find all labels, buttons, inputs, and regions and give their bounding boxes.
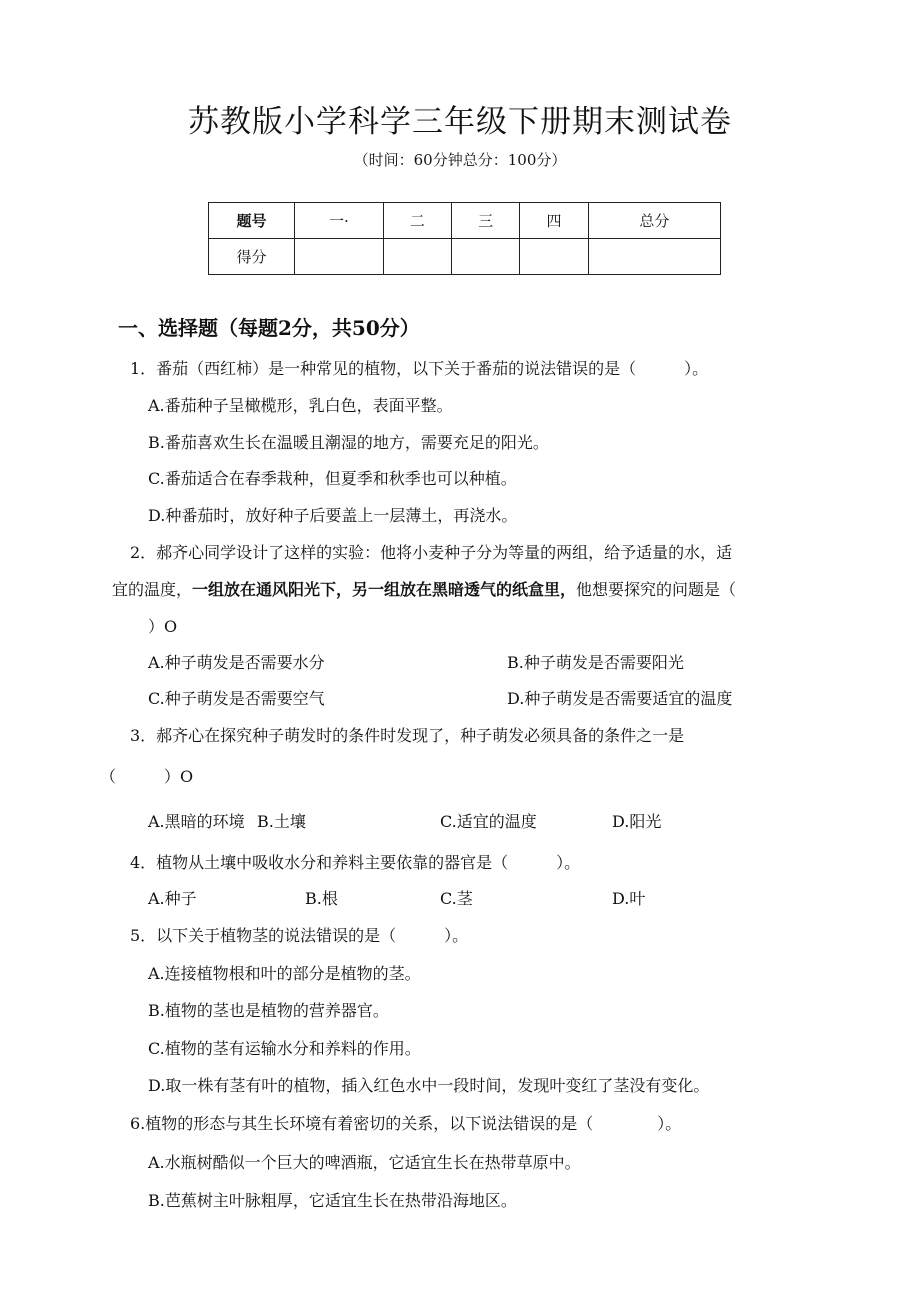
question-1-option-c: C.番茄适合在春季栽种，但夏季和秋季也可以种植。 — [148, 469, 517, 488]
question-2-option-b: B.种子萌发是否需要阳光 — [507, 653, 684, 672]
question-6-option-b: B.芭蕉树主叶脉粗厚，它适宜生长在热带沿海地区。 — [148, 1191, 517, 1210]
question-3-option-c: C.适宜的温度 — [440, 812, 537, 831]
question-1-option-a: A.番茄种子呈橄榄形，乳白色，表面平整。 — [148, 396, 453, 415]
page-title: 苏教版小学科学三年级下册期末测试卷 — [188, 104, 732, 140]
header-cell: 总分 — [588, 203, 720, 239]
question-3-option-d: D.阳光 — [612, 812, 662, 831]
stem-text: 他想要探究的问题是（ — [576, 580, 737, 599]
header-cell: 四 — [520, 203, 588, 239]
question-5-option-d: D.取一株有茎有叶的植物，插入红色水中一段时间，发现叶变红了茎没有变化。 — [148, 1076, 710, 1095]
section-heading: 一、选择题（每题2分，共50分） — [118, 316, 420, 340]
question-5-stem: 5．以下关于植物茎的说法错误的是（ ）。 — [130, 926, 469, 945]
row-label-cell: 得分 — [209, 239, 295, 275]
header-cell: 题号 — [209, 203, 295, 239]
question-3-option-b: B.土壤 — [257, 812, 306, 831]
header-cell: 一· — [295, 203, 384, 239]
question-5-option-a: A.连接植物根和叶的部分是植物的茎。 — [148, 964, 421, 983]
question-4-option-a: A.种子 — [148, 889, 197, 908]
stem-text: 宜的温度， — [112, 580, 193, 599]
score-cell[interactable] — [588, 239, 720, 275]
question-4-option-c: C.茎 — [440, 889, 473, 908]
header-cell: 三 — [451, 203, 519, 239]
question-4-option-d: D.叶 — [612, 889, 646, 908]
question-2-stem-line1: 2．郝齐心同学设计了这样的实验：他将小麦种子分为等量的两组，给予适量的水，适 — [130, 543, 733, 562]
score-table — [208, 202, 721, 275]
question-5-option-c: C.植物的茎有运输水分和养料的作用。 — [148, 1039, 421, 1058]
score-cell[interactable] — [295, 239, 384, 275]
score-table-score-row — [209, 239, 721, 275]
score-cell[interactable] — [383, 239, 451, 275]
question-1-option-b: B.番茄喜欢生长在温暖且潮湿的地方，需要充足的阳光。 — [148, 433, 549, 452]
question-5-option-b: B.植物的茎也是植物的营养器官。 — [148, 1001, 389, 1020]
score-table-header-row — [209, 203, 721, 239]
question-2-option-d: D.种子萌发是否需要适宜的温度 — [507, 689, 733, 708]
question-2-stem-line3: ）O — [148, 617, 178, 636]
question-4-stem: 4．植物从土壤中吸收水分和养料主要依靠的器官是（ ）。 — [130, 853, 581, 872]
question-3-stem-line1: 3．郝齐心在探究种子萌发时的条件时发现了，种子萌发必须具备的条件之一是 — [130, 726, 685, 745]
question-2-option-c: C.种子萌发是否需要空气 — [148, 689, 325, 708]
question-2-stem-line2 — [112, 577, 736, 600]
question-4-option-b: B.根 — [305, 889, 338, 908]
stem-bold-text: 一组放在通风阳光下，另一组放在黑暗透气的纸盒里， — [192, 580, 577, 599]
question-3-option-a: A.黑暗的环境 — [148, 812, 245, 831]
score-cell[interactable] — [520, 239, 588, 275]
question-2-option-a: A.种子萌发是否需要水分 — [148, 653, 325, 672]
question-6-stem: 6.植物的形态与其生长环境有着密切的关系，以下说法错误的是（ ）。 — [130, 1114, 682, 1133]
question-1-option-d: D.种番茄时，放好种子后要盖上一层薄土，再浇水。 — [148, 506, 518, 525]
score-cell[interactable] — [451, 239, 519, 275]
question-6-option-a: A.水瓶树酷似一个巨大的啤酒瓶，它适宜生长在热带草原中。 — [148, 1153, 581, 1172]
question-1-stem: 1．番茄（西红柿）是一种常见的植物，以下关于番茄的说法错误的是（ ）。 — [130, 359, 709, 378]
exam-info: （时间：60分钟总分：100分） — [353, 151, 567, 169]
header-cell: 二 — [383, 203, 451, 239]
question-3-stem-line2: （ ）O — [100, 767, 194, 786]
